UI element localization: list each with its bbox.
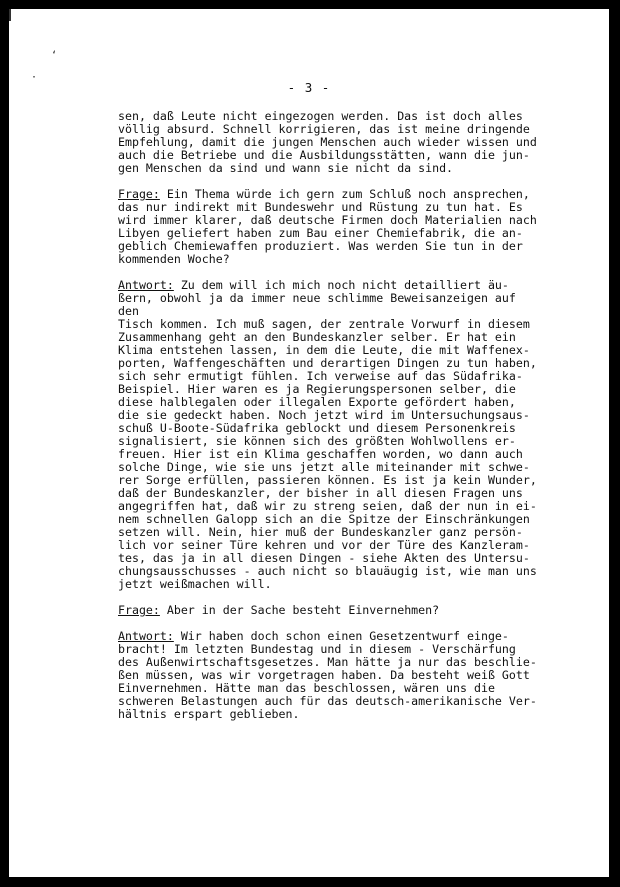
line-text: Libyen geliefert haben zum Bau einer Chemiefabrik, die an-	[118, 226, 523, 240]
scan-mark-dot: ‘	[51, 50, 58, 61]
line-text: chungsausschusses - auch nicht so blauäugig ist, wie man uns	[118, 564, 537, 578]
text-line	[118, 162, 578, 175]
line-text: sen, daß Leute nicht eingezogen werden. Das ist doch alles	[118, 109, 523, 123]
page-number: - 3 -	[287, 80, 331, 95]
line-text: porten, Waffengeschäften und derartigen Dingen zu tun haben,	[118, 356, 537, 370]
text-line	[118, 292, 578, 305]
line-text: setzen will. Nein, hier muß der Bundeskanzler ganz persön-	[118, 525, 523, 539]
line-text: Empfehlung, damit die jungen Menschen auch wieder wissen und	[118, 135, 537, 149]
paragraph	[118, 630, 578, 721]
line-text: Ein Thema würde ich gern zum Schluß noch ansprechen,	[159, 187, 530, 201]
text-line	[118, 578, 578, 591]
line-text: diese halblegalen oder illegalen Exporte gefördert haben,	[118, 395, 516, 409]
line-text: sich sehr ermutigt fühlen. Ich verweise auf das Südafrika-	[118, 369, 523, 383]
line-text: freuen. Hier ist ein Klima geschaffen worden, wo dann auch	[118, 447, 523, 461]
line-text: bracht! Im letzten Bundestag und in diesem - Verschärfung	[118, 642, 516, 656]
line-text: geblich Chemiewaffen produziert. Was werden Sie tun in der	[118, 239, 523, 253]
line-text: ßern, obwohl ja da immer neue schlimme Beweisanzeigen auf	[118, 291, 516, 305]
text-line	[118, 708, 578, 721]
line-text: signalisiert, sie können sich des größten Wohlwollens er-	[118, 434, 516, 448]
line-text: die sie gedeckt haben. Noch jetzt wird im Untersuchungsaus-	[118, 408, 530, 422]
line-text: tes, das ja in all diesen Dingen - siehe Akten des Untersu-	[118, 551, 530, 565]
paragraph	[118, 604, 578, 617]
speaker-label: Frage:	[118, 187, 160, 201]
speaker-label: Antwort:	[118, 629, 174, 643]
line-text: Wir haben doch schon einen Gesetzentwurf einge-	[173, 629, 509, 643]
paragraph	[118, 188, 578, 266]
line-text: den	[118, 304, 139, 318]
line-text: Aber in der Sache besteht Einvernehmen?	[159, 603, 440, 617]
scan-mark-tick	[9, 9, 11, 21]
line-text: wird immer klarer, daß deutsche Firmen doch Materialien nach	[118, 213, 537, 227]
document-page	[9, 9, 609, 877]
line-text: lich vor seiner Türe kehren und vor der Türe des Kanzleram-	[118, 538, 530, 552]
line-text: völlig absurd. Schnell korrigieren, das ist meine dringende	[118, 122, 530, 136]
line-text: schuß U-Boote-Südafrika geblockt und diesem Personenkreis	[118, 421, 516, 435]
line-text: gen Menschen da sind und wann sie nicht da sind.	[118, 161, 454, 175]
line-text: hältnis erspart geblieben.	[118, 707, 300, 721]
line-text: Beispiel. Hier waren es ja Regierungspersonen selber, die	[118, 382, 516, 396]
speaker-label: Antwort:	[118, 278, 174, 292]
line-text: Einvernehmen. Hätte man das beschlossen, wären uns die	[118, 681, 495, 695]
speaker-label: Frage:	[118, 603, 160, 617]
line-text: Tisch kommen. Ich muß sagen, der zentrale Vorwurf in diesem	[118, 317, 530, 331]
line-text: auch die Betriebe und die Ausbildungsstätten, wann die jun-	[118, 148, 530, 162]
line-text: ßen müssen, was wir vorgetragen haben. Da besteht weiß Gott	[118, 668, 530, 682]
line-text: Klima entstehen lassen, in dem die Leute, die mit Waffenex-	[118, 343, 530, 357]
line-text: nem schnellen Galopp sich an die Spitze der Einschränkungen	[118, 512, 530, 526]
text-line	[118, 253, 578, 266]
line-text: daß der Bundeskanzler, der bisher in all diesen Fragen uns	[118, 486, 523, 500]
line-text: Zu dem will ich mich noch nicht detailliert äu-	[173, 278, 509, 292]
line-text: angegriffen hat, daß wir zu streng seien, daß der nun in ei-	[118, 499, 537, 513]
paragraph	[118, 110, 578, 175]
line-text: das nur indirekt mit Bundeswehr und Rüstung zu tun hat. Es	[118, 200, 523, 214]
line-text: schweren Belastungen auch für das deutsch-amerikanische Ver-	[118, 694, 537, 708]
line-text: kommenden Woche?	[118, 252, 230, 266]
line-text: solche Dinge, wie sie uns jetzt alle miteinander mit schwe-	[118, 460, 530, 474]
line-text: rer Sorge erfüllen, passieren können. Es ist ja kein Wunder,	[118, 473, 537, 487]
interview-text	[118, 110, 578, 734]
paragraph	[118, 279, 578, 591]
line-text: Zusammenhang geht an den Bundeskanzler selber. Er hat ein	[118, 330, 516, 344]
line-text: jetzt weißmachen will.	[118, 577, 272, 591]
line-text: des Außenwirtschaftsgesetzes. Man hätte ja nur das beschlie-	[118, 655, 537, 669]
scan-mark-dash: ·	[31, 72, 38, 83]
text-line	[118, 604, 578, 617]
